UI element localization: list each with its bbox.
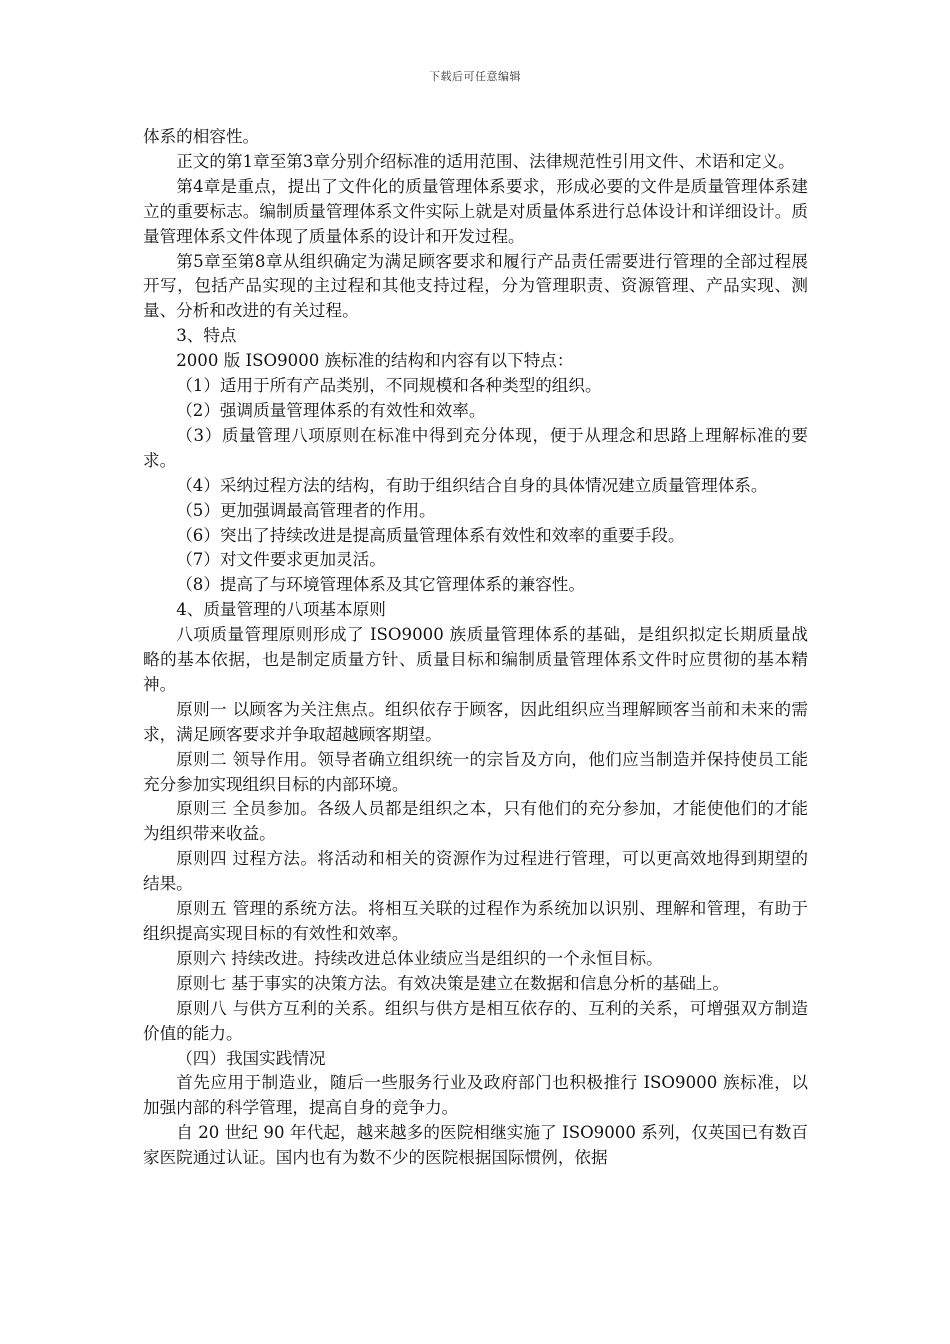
section-heading: 4、质量管理的八项基本原则 [176,600,386,620]
paragraph: 体系的相容性。 [143,127,260,146]
list-item: （5）更加强调最高管理者的作用。 [176,500,436,520]
list-item: （7）对文件要求更加灵活。 [176,550,386,570]
principle-paragraph: 原则五 管理的系统方法。将相互关联的过程作为系统加以识别、理解和管理，有助于组织提高实现目标的有效性和效率。 [143,899,808,943]
paragraph: 第4章是重点，提出了文件化的质量管理体系要求，形成必要的文件是质量管理体系建立的重要标志。编制质量管理体系文件实际上就是对质量体系进行总体设计和详细设计。质量管理体系文件体现了质量体系的设计和开发过程。 [143,176,808,246]
paragraph: 2000 版 ISO9000 族标准的结构和内容有以下特点： [176,351,574,371]
principle-paragraph: 原则二 领导作用。领导者确立组织统一的宗旨及方向，他们应当制造并保持使员工能充分参加实现组织目标的内部环境。 [143,749,808,794]
list-item: （2）强调质量管理体系的有效性和效率。 [176,400,486,420]
principle-paragraph: 原则六 持续改进。持续改进总体业绩应当是组织的一个永恒目标。 [176,948,663,968]
list-item: （1）适用于所有产品类别，不同规模和各种类型的组织。 [176,376,602,396]
list-item: （3）质量管理八项原则在标准中得到充分体现，便于从理念和思路上理解标准的要求。 [143,425,808,470]
principle-paragraph: 原则三 全员参加。各级人员都是组织之本，只有他们的充分参加，才能使他们的才能为组织带来收益。 [143,799,808,844]
body-text [143,125,808,1171]
list-item: （6）突出了持续改进是提高质量管理体系有效性和效率的重要手段。 [176,525,685,545]
paragraph: 八项质量管理原则形成了 ISO9000 族质量管理体系的基础，是组织拟定长期质量战略的基本依据，也是制定质量方针、质量目标和编制质量管理体系文件时应贯彻的基本精神。 [143,625,808,694]
section-heading: （四）我国实践情况 [176,1048,326,1068]
section-heading: 3、特点 [176,326,237,346]
principle-paragraph: 原则一 以顾客为关注焦点。组织依存于顾客，因此组织应当理解顾客当前和未来的需求，满足顾客要求并争取超越顾客期望。 [143,699,808,744]
paragraph: 第5章至第8章从组织确定为满足顾客要求和履行产品责任需要进行管理的全部过程展开写，包括产品实现的主过程和其他支持过程，分为管理职责、资源管理、产品实现、测量、分析和改进的有关过程。 [143,251,808,321]
paragraph: 正文的第1章至第3章分别介绍标准的适用范围、法律规范性引用文件、术语和定义。 [176,151,795,171]
page-header: 下载后可任意编辑 [429,70,521,83]
list-item: （8）提高了与环境管理体系及其它管理体系的兼容性。 [176,575,585,595]
paragraph: 自 20 世纪 90 年代起，越来越多的医院相继实施了 ISO9000 系列，仅英国已有数百家医院通过认证。国内也有为数不少的医院根据国际惯例，依据 [143,1123,808,1168]
principle-paragraph: 原则七 基于事实的决策方法。有效决策是建立在数据和信息分析的基础上。 [176,973,730,993]
list-item: （4）采纳过程方法的结构，有助于组织结合自身的具体情况建立质量管理体系。 [176,475,768,495]
principle-paragraph: 原则四 过程方法。将活动和相关的资源作为过程进行管理，可以更高效地得到期望的结果。 [143,849,808,894]
principle-paragraph: 原则八 与供方互利的关系。组织与供方是相互依存的、互利的关系，可增强双方制造价值的能力。 [143,998,808,1043]
paragraph: 首先应用于制造业，随后一些服务行业及政府部门也积极推行 ISO9000 族标准，以加强内部的科学管理，提高自身的竞争力。 [143,1073,808,1118]
